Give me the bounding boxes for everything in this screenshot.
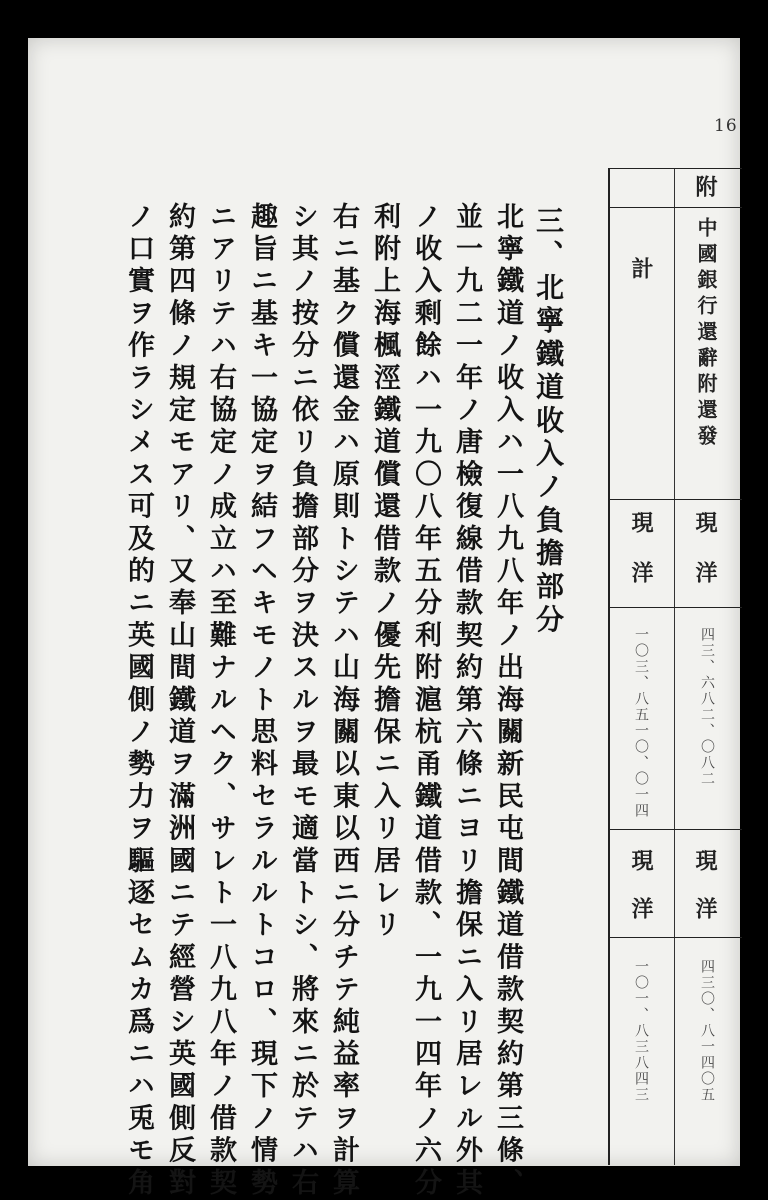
body-column: 約第四條ノ規定モアリ、又奉山間鐵道ヲ滿洲國ニテ經營シ英國側反對 xyxy=(164,202,195,1200)
ledger-divider xyxy=(610,607,742,608)
document-page xyxy=(28,38,740,1200)
ledger-figure: 四三、六八二、〇八二 xyxy=(699,627,715,787)
ledger-col-label: 洋 xyxy=(628,561,654,591)
body-column: ノ收入剩餘ハ一九〇八年五分利附滬杭甬鐵道借款、一九一四年ノ六分 xyxy=(410,202,441,1200)
section-heading: 三、北寧鐵道收入ノ負擔部分 xyxy=(532,206,565,638)
ledger-table xyxy=(608,168,742,1165)
ledger-col-label: 現 xyxy=(628,849,654,879)
ledger-col-label: 洋 xyxy=(628,897,654,927)
ledger-col-label: 現 xyxy=(692,849,718,879)
ledger-row-label: 計 xyxy=(628,257,654,287)
body-column: ニアリテハ右協定ノ成立ハ至難ナルヘク、サレト一八九八年ノ借款契 xyxy=(205,202,236,1200)
ledger-header: 附 xyxy=(692,175,718,205)
ledger-col-label: 洋 xyxy=(692,897,718,927)
ledger-figure: 一〇一、八三八四三 xyxy=(633,959,649,1103)
ledger-divider xyxy=(610,499,742,500)
body-column: 利附上海楓涇鐵道償還借款ノ優先擔保ニ入リ居レリ xyxy=(369,202,400,943)
ledger-row-label: 中國銀行還辭附還發 xyxy=(694,217,718,451)
body-column: 趣旨ニ基キ一協定ヲ結フヘキモノト思料セラルルトコロ、現下ノ情勢 xyxy=(246,202,277,1200)
body-column: ノ口實ヲ作ラシメス可及的ニ英國側ノ勢力ヲ驅逐セムカ爲ニハ兎モ角 xyxy=(123,202,154,1200)
page-number: 16 xyxy=(714,116,738,136)
ledger-figure: 四三〇、八一四〇五 xyxy=(699,959,715,1103)
ledger-figure: 一〇三、八五一〇、〇一四 xyxy=(633,627,649,819)
ledger-divider xyxy=(610,829,742,830)
ledger-col-label: 洋 xyxy=(692,561,718,591)
ledger-col-label: 現 xyxy=(628,511,654,541)
body-column: 並一九二一年ノ唐檢復線借款契約第六條ニヨリ擔保ニ入リ居レル外其 xyxy=(451,202,482,1200)
body-column: 北寧鐵道ノ收入ハ一八九八年ノ出海關新民屯間鐵道借款契約第三條、 xyxy=(492,202,523,1200)
ledger-divider xyxy=(610,937,742,938)
body-column: 右ニ基ク償還金ハ原則トシテハ山海關以東以西ニ分チテ純益率ヲ計算 xyxy=(328,202,359,1200)
body-column: シ其ノ按分ニ依リ負擔部分ヲ決スルヲ最モ適當トシ、將來ニ於テハ右 xyxy=(287,202,318,1200)
ledger-divider xyxy=(674,169,675,1165)
ledger-col-label: 現 xyxy=(692,511,718,541)
ledger-divider xyxy=(610,207,742,208)
